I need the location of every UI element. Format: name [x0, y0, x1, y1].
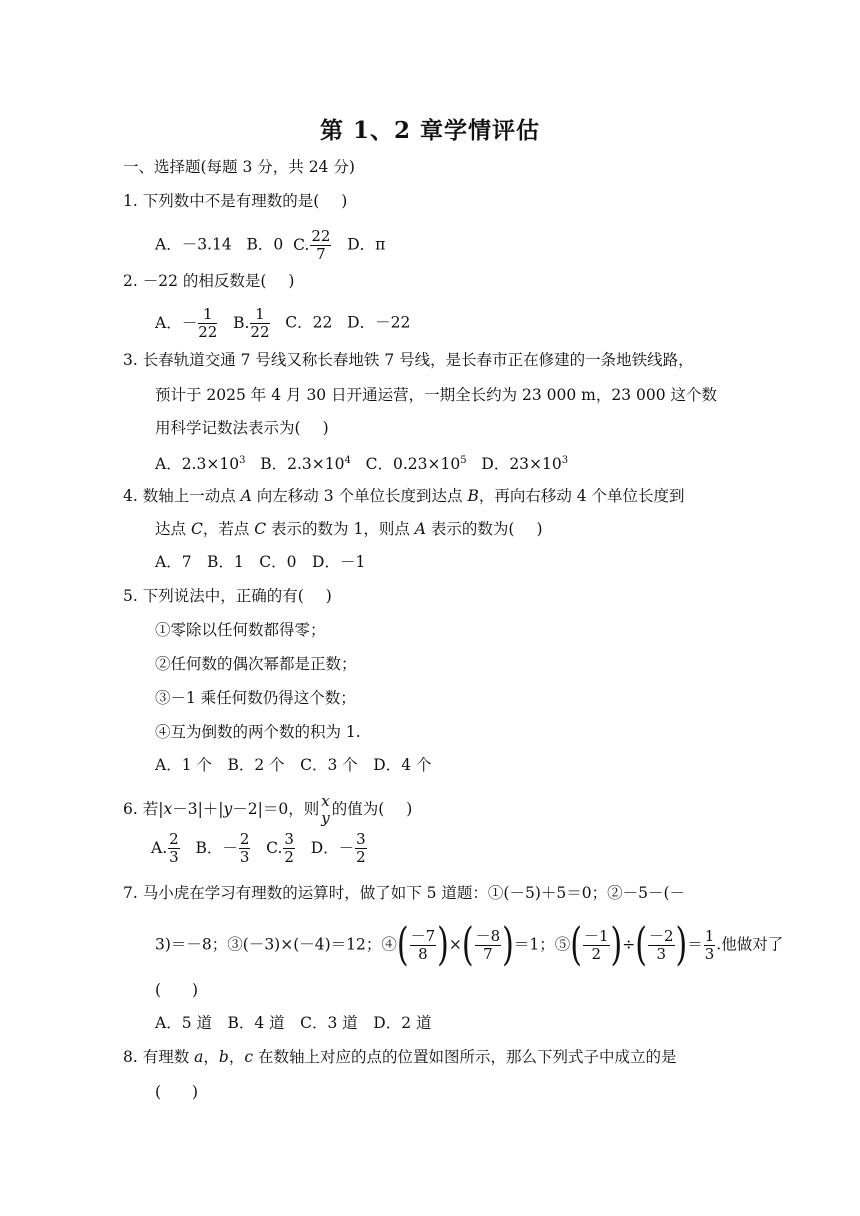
- option-c: C．22: [285, 313, 333, 332]
- statement-3: ③－1 乘任何数仍得这个数；: [155, 689, 356, 707]
- option-b: B．0: [246, 235, 284, 254]
- option-b: B．$2.3\times 10^4$: [260, 455, 351, 474]
- question-3-line-2: 预计于 2025 年 4 月 30 日开通运营，一期全长约为 23 000 m，23 000 这个数: [155, 386, 718, 404]
- question-5-stem: 5. 下列说法中，正确的有( ): [123, 587, 332, 605]
- question-4-options: A．7 B．1 C．0 D．－1: [155, 553, 366, 571]
- question-7-options: A．5 道 B．4 道 C．3 道 D．2 道: [155, 1014, 432, 1032]
- option-a: A．－ $\frac{1}{22}$: [155, 305, 218, 341]
- option-c: C. $\frac{3}{2}$: [266, 830, 294, 866]
- option-a: A. $\frac{2}{3}$: [151, 830, 179, 866]
- question-2-options: [155, 306, 410, 341]
- page-title: 第 1、2 章学情评估: [319, 117, 541, 144]
- question-3-options: [155, 451, 568, 474]
- option-d: D．－ $\frac{3}{2}$: [310, 830, 366, 866]
- statement-4: ④互为倒数的两个数的积为 1.: [155, 723, 361, 741]
- question-7-line-1: 7. 马小虎在学习有理数的运算时，做了如下 5 道题：①(－5)＋5＝0；②－5－(－: [123, 884, 686, 902]
- question-8-line-1: 8. 有理数 a，b，c 在数轴上对应的点的位置如图所示，那么下列式子中成立的是: [123, 1048, 677, 1066]
- question-6-stem: 6. 若|x－3|＋|y－2|＝0，则 x y 的值为( ): [123, 792, 413, 827]
- question-3-line-1: 3. 长春轨道交通 7 号线又称长春地铁 7 号线，是长春市正在修建的一条地铁线路，: [123, 351, 694, 369]
- question-4-line-1: 4. 数轴上一动点 A 向左移动 3 个单位长度到达点 B，再向右移动 4 个单位长度到: [123, 487, 685, 505]
- option-c: C. $\frac{22}{7}$: [293, 227, 331, 263]
- question-7-answer-paren: ( ): [155, 981, 199, 999]
- option-c: C．$0.23\times 10^5$: [365, 455, 467, 474]
- question-5-options: A．1 个 B．2 个 C．3 个 D．4 个: [155, 756, 432, 774]
- option-a: A．$2.3\times 10^3$: [155, 455, 246, 474]
- statement-2: ②任何数的偶次幂都是正数；: [155, 655, 357, 673]
- option-b: B．－ $\frac{2}{3}$: [195, 830, 250, 866]
- question-1-stem: 1. 下列数中不是有理数的是( ): [123, 192, 348, 210]
- question-6-options: [151, 831, 368, 866]
- statement-1: ①零除以任何数都得零；: [155, 621, 326, 639]
- option-d: D．$23\times 10^3$: [481, 455, 569, 474]
- question-8-answer-paren: ( ): [155, 1083, 199, 1101]
- option-b: B. $\frac{1}{22}$: [233, 305, 270, 341]
- question-3-line-3: 用科学记数法表示为( ): [155, 419, 329, 437]
- option-d: D．π: [347, 235, 386, 254]
- option-a: A．－3.14: [155, 235, 232, 254]
- question-7-line-2: 3)＝－8；③(－3)×(－4)＝12；④( $\frac{-7}{8}$ )×( $\frac{-8}{7}$ )＝1；⑤( $\frac{-1}{2}$ )÷( $\frac{-2}{3}$ )＝ $\frac{1}{3}$ .他做对了: [155, 918, 784, 971]
- question-1-options: [155, 228, 385, 263]
- section-heading: 一、选择题(每题 3 分，共 24 分): [123, 158, 355, 176]
- question-2-stem: 2. －22 的相反数是( ): [123, 272, 295, 290]
- question-4-line-2: 达点 C，若点 C 表示的数为 1，则点 A 表示的数为( ): [155, 520, 543, 538]
- option-d: D．－22: [347, 313, 411, 332]
